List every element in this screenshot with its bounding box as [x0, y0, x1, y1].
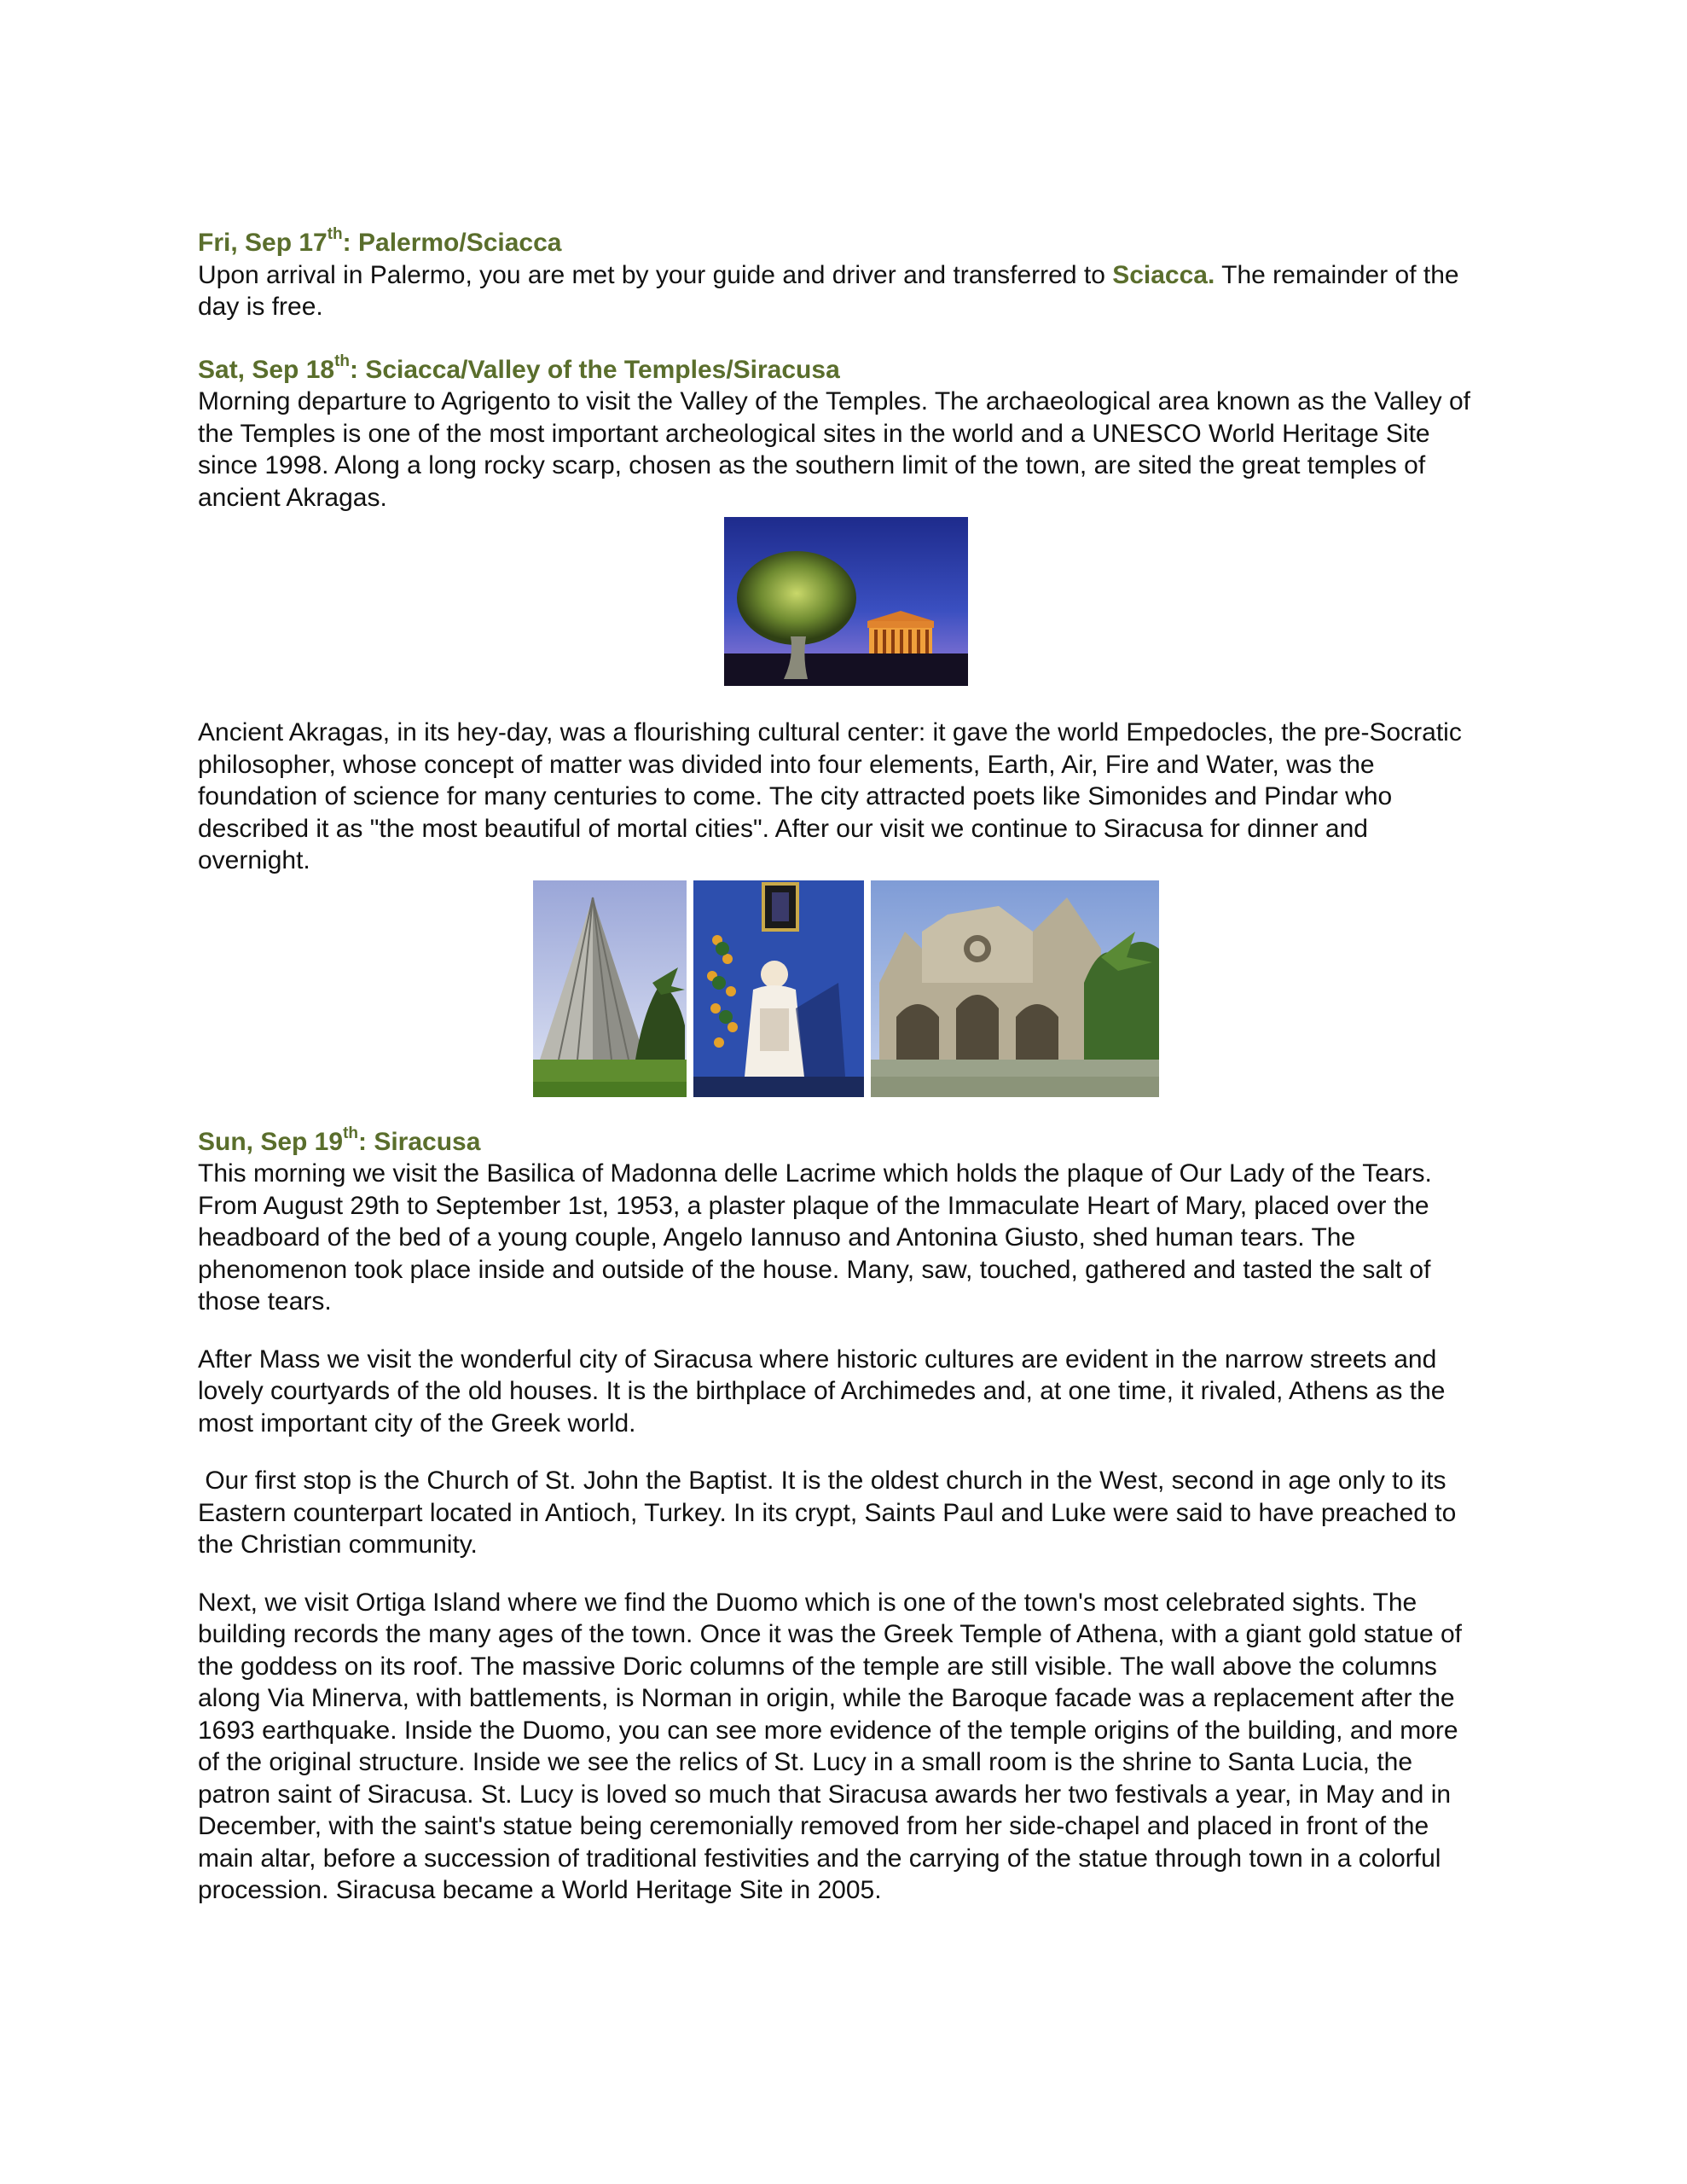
day-paragraph: This morning we visit the Basilica of Madonna delle Lacrime which holds the plaque of Our Lady of the Tears. From August 29th to September 1st, 1953, a plaster plaque of the Immaculate Heart of Mary, placed over the headboard of the bed of a young couple, Angelo Iannuso and Antonina Giusto, shed human tears. The phenomenon took place inside and outside of the house. Many, saw, touched, gathered and tasted the salt of those tears. [198, 1159, 1432, 1316]
day-paragraph: Next, we visit Ortiga Island where we find the Duomo which is one of the town's most celebrated sights. The building records the many ages of the town. Once it was the Greek Temple of Athena, with a giant gold statue of the goddess on its roof. The massive Doric columns of the temple are still visible. The wall above the columns along Via Minerva, with battlements, is Norman in origin, while the Baroque facade was a replacement after the 1693 earthquake. Inside the Duomo, you can see more evidence of the temple origins of the building, and more of the original structure. Inside we see the relics of St. Lucy in a small room is the shrine to Santa Lucia, the patron saint of Siracusa. St. Lucy is loved so much that Siracusa awards her two festivals a year, in May and in December, with the saint's statue being ceremonially removed from her side-chapel and placed in front of the main altar, before a succession of traditional festivities and the carrying of the statue through town in a colorful procession. Siracusa became a World Heritage Site in 2005. [198, 1588, 1462, 1904]
day-route: : Sciacca/Valley of the Temples/Siracusa [350, 355, 840, 384]
highlight-place: Sciacca. [1112, 260, 1215, 289]
day-route: : Palermo/Sciacca [342, 229, 562, 257]
itinerary-page [198, 227, 1494, 1907]
day-paragraph: Our first stop is the Church of St. John the Baptist. It is the oldest church in the West, second in age only to its Eastern counterpart located in Antioch, Turkey. In its crypt, Saints Paul and Luke were said to have preached to the Christian community. [198, 1467, 1464, 1559]
day-heading-sep-17 [198, 227, 1494, 259]
text-segment: Upon arrival in Palermo, you are met by your guide and driver and transferred to [198, 260, 1113, 289]
text-segment: The remainder of the day is free. [198, 260, 1459, 321]
day-heading-sep-18 [198, 351, 1494, 386]
temple-night-photo [724, 517, 968, 686]
day-ordinal: th [327, 225, 343, 243]
figure-valley-of-temples [198, 517, 1494, 686]
day-date: Sat, Sep 18 [198, 355, 335, 384]
day-heading-sep-19 [198, 1126, 1494, 1159]
basilica-cone-photo [533, 880, 687, 1097]
day-ordinal: th [334, 351, 351, 370]
day-paragraph: Ancient Akragas, in its hey-day, was a flourishing cultural center: it gave the world Empedocles, the pre-Socratic philosopher, whose concept of matter was divided into four elements, Earth, Air, Fire and Water, was the foundation of science for many centuries to come. The city attracted poets like Simonides and Pindar who described it as "the most beautiful of mortal cities". After our visit we continue to Siracusa for dinner and overnight. [198, 718, 1462, 874]
day-route: : Siracusa [358, 1127, 481, 1156]
day-paragraph: Morning departure to Agrigento to visit the Valley of the Temples. The archaeological area known as the Valley of the Temples is one of the most important archeological sites in the world and a UNESCO World Heritage Site since 1998. Along a long rocky scarp, chosen as the southern limit of the town, are sited the great temples of ancient Akragas. [198, 387, 1470, 512]
day-date: Sun, Sep 19 [198, 1127, 344, 1156]
day-paragraph [198, 259, 1460, 323]
day-date: Fri, Sep 17 [198, 229, 328, 257]
day-paragraph: After Mass we visit the wonderful city of Siracusa where historic cultures are evident in the narrow streets and lovely courtyards of the old houses. It is the birthplace of Archimedes and, at one time, it rivaled, Athens as the most important city of the Greek world. [198, 1345, 1446, 1438]
day-ordinal: th [343, 1124, 358, 1142]
church-ruins-photo [871, 880, 1159, 1097]
figure-siracusa-sights [198, 880, 1494, 1097]
pope-statue-photo [693, 880, 864, 1097]
